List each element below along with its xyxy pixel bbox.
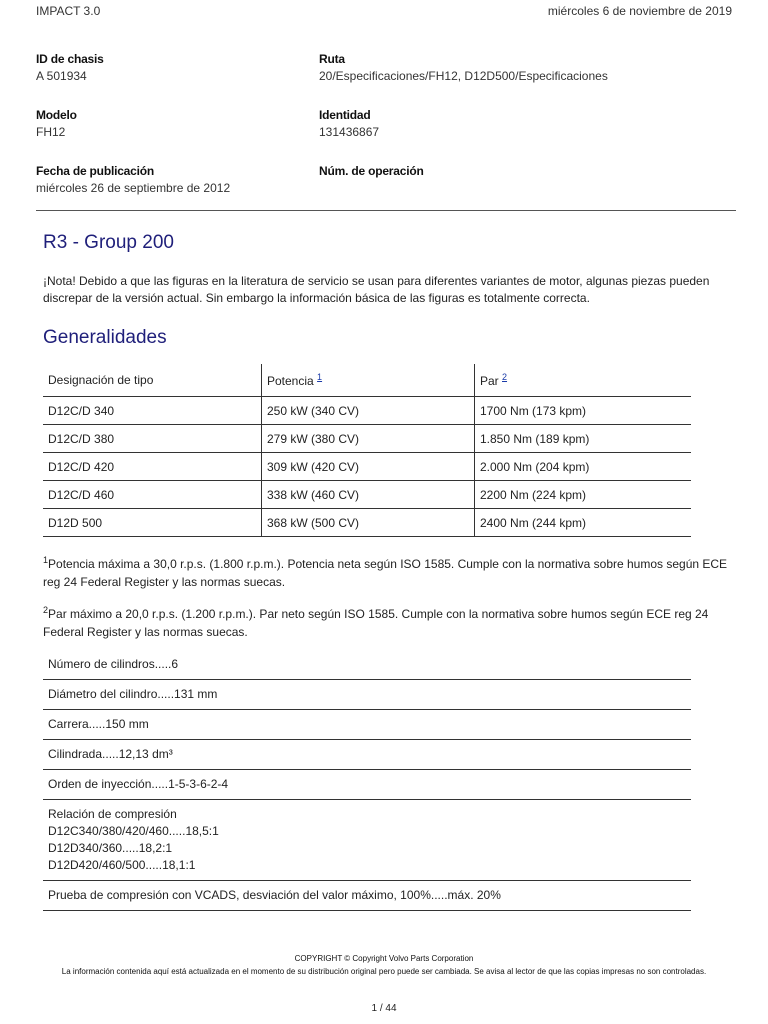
- table-header-row: [43, 364, 691, 397]
- spec-cylinders: Número de cilindros.....6: [43, 650, 691, 680]
- table-row: [43, 425, 691, 453]
- compression-line: D12D420/460/500.....18,1:1: [48, 858, 196, 872]
- print-date: miércoles 6 de noviembre de 2019: [547, 4, 732, 18]
- column-header-type-label: Designación de tipo: [48, 373, 154, 387]
- compression-line: D12C340/380/420/460.....18,5:1: [48, 824, 219, 838]
- pubdate-value: miércoles 26 de septiembre de 2012: [36, 181, 231, 195]
- cell-torque: 2.000 Nm (204 kpm): [475, 453, 692, 481]
- footnote-link-1[interactable]: 1: [317, 372, 323, 382]
- meta-row: [36, 52, 736, 108]
- footnote-2-text: Par máximo a 20,0 r.p.s. (1.200 r.p.m.). Par neto según ISO 1585. Cumple con la normativa sobre humos según ECE reg 24 Federal Register y las normas suecas.: [43, 607, 709, 639]
- section-title: Generalidades: [43, 327, 167, 348]
- cell-type: D12C/D 460: [43, 481, 262, 509]
- route-value: 20/Especificaciones/FH12, D12D500/Especificaciones: [319, 69, 608, 83]
- spec-compression-test: Prueba de compresión con VCADS, desviación del valor máximo, 100%.....máx. 20%: [43, 881, 691, 911]
- cell-power: 368 kW (500 CV): [262, 509, 475, 537]
- note-paragraph: ¡Nota! Debido a que las figuras en la literatura de servicio se usan para diferentes variantes de motor, algunas piezas pueden discrepar de la versión actual. Sin embargo la información básica de las figuras es totalmente correcta.: [43, 274, 710, 305]
- footnote-1-number: 1: [43, 555, 49, 565]
- model-label: Modelo: [36, 108, 77, 122]
- chassis-field: [36, 52, 319, 108]
- footnote-2-number: 2: [43, 605, 49, 615]
- model-field: [36, 108, 319, 164]
- footnote-1: [43, 551, 733, 591]
- identity-label: Identidad: [319, 108, 371, 122]
- identity-value: 131436867: [319, 125, 380, 139]
- column-header-power: [262, 364, 475, 397]
- pubdate-label: Fecha de publicación: [36, 164, 155, 178]
- spec-bore: Diámetro del cilindro.....131 mm: [43, 680, 691, 710]
- column-header-power-label: Potencia: [267, 374, 318, 388]
- route-label: Ruta: [319, 52, 345, 66]
- cell-type: D12C/D 420: [43, 453, 262, 481]
- page-title: R3 - Group 200: [43, 232, 174, 253]
- spec-displacement: Cilindrada.....12,13 dm³: [43, 740, 691, 770]
- chassis-label: ID de chasis: [36, 52, 104, 66]
- cell-torque: 1.850 Nm (189 kpm): [475, 425, 692, 453]
- cell-power: 338 kW (460 CV): [262, 481, 475, 509]
- footnote-2: [43, 601, 733, 641]
- column-header-torque: [475, 364, 692, 397]
- cell-type: D12C/D 380: [43, 425, 262, 453]
- cell-power: 250 kW (340 CV): [262, 397, 475, 425]
- footnote-1-text: Potencia máxima a 30,0 r.p.s. (1.800 r.p.m.). Potencia neta según ISO 1585. Cumple con la normativa sobre humos según ECE reg 24 Federal Register y las normas suecas.: [43, 557, 728, 589]
- footer-disclaimer: La información contenida aquí está actualizada en el momento de su distribución original pero puede ser cambiada. Se avisa al lector de que las copias impresas no son controladas.: [61, 967, 707, 976]
- pubdate-field: [36, 164, 319, 220]
- table-row: [43, 453, 691, 481]
- column-header-torque-label: Par: [480, 374, 503, 388]
- cell-torque: 2400 Nm (244 kpm): [475, 509, 692, 537]
- spec-compression-ratio: [43, 800, 691, 881]
- engine-type-table: [43, 364, 691, 537]
- table-row: [43, 481, 691, 509]
- identity-field: [319, 108, 719, 164]
- engine-specs-list: [43, 650, 691, 911]
- cell-type: D12D 500: [43, 509, 262, 537]
- cell-type: D12C/D 340: [43, 397, 262, 425]
- compression-title: Relación de compresión: [48, 807, 177, 821]
- table-row: [43, 509, 691, 537]
- footer-copyright: COPYRIGHT © Copyright Volvo Parts Corporation: [294, 954, 474, 963]
- cell-torque: 1700 Nm (173 kpm): [475, 397, 692, 425]
- cell-power: 279 kW (380 CV): [262, 425, 475, 453]
- cell-torque: 2200 Nm (224 kpm): [475, 481, 692, 509]
- document-metadata: [36, 52, 736, 220]
- footnote-link-2[interactable]: 2: [502, 372, 508, 382]
- compression-line: D12D340/360.....18,2:1: [48, 841, 173, 855]
- cell-power: 309 kW (420 CV): [262, 453, 475, 481]
- spec-stroke: Carrera.....150 mm: [43, 710, 691, 740]
- meta-row: [36, 164, 736, 220]
- route-field: [319, 52, 719, 108]
- column-header-type: [43, 364, 262, 397]
- app-title: IMPACT 3.0: [36, 4, 101, 18]
- model-value: FH12: [36, 125, 66, 139]
- header-divider: [36, 210, 736, 211]
- page-number: 1 / 44: [371, 1003, 397, 1014]
- chassis-value: A 501934: [36, 69, 87, 83]
- table-row: [43, 397, 691, 425]
- opnum-field: [319, 164, 719, 220]
- opnum-label: Núm. de operación: [319, 164, 424, 178]
- spec-firing-order: Orden de inyección.....1-5-3-6-2-4: [43, 770, 691, 800]
- meta-row: [36, 108, 736, 164]
